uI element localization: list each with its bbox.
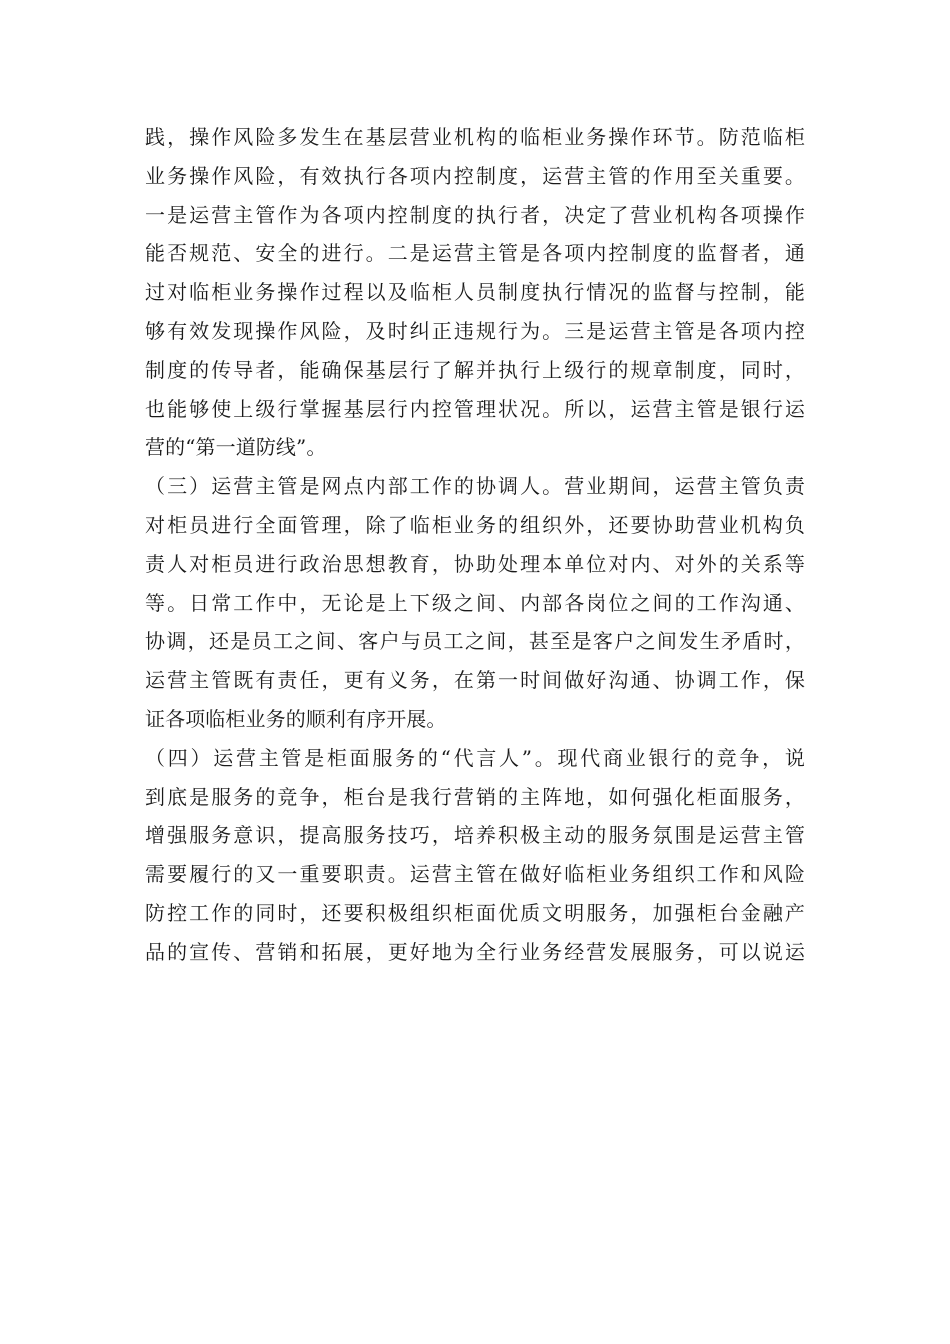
section-heading-line: （三）运营主管是网点内部工作的协调人。营业期间，运营主管负责 <box>145 474 805 499</box>
text-line: 等。日常工作中，无论是上下级之间、内部各岗位之间的工作沟通、 <box>145 590 805 615</box>
text-line: 协调，还是员工之间、客户与员工之间，甚至是客户之间发生矛盾时， <box>145 629 805 654</box>
text-line: 对柜员进行全面管理，除了临柜业务的组织外，还要协助营业机构负 <box>145 512 805 537</box>
text-line: 一是运营主管作为各项内控制度的执行者，决定了营业机构各项操作 <box>145 202 805 227</box>
text-line: 需要履行的又一重要职责。运营主管在做好临柜业务组织工作和风险 <box>145 862 805 887</box>
paragraph-end-line: 证各项临柜业务的顺利有序开展。 <box>145 706 447 731</box>
text-line: 过对临柜业务操作过程以及临柜人员制度执行情况的监督与控制，能 <box>145 280 805 305</box>
text-line: 防控工作的同时，还要积极组织柜面优质文明服务，加强柜台金融产 <box>145 900 805 925</box>
text-line: 业务操作风险，有效执行各项内控制度，运营主管的作用至关重要。 <box>145 163 805 188</box>
section-heading-line: （四）运营主管是柜面服务的“代言人”。现代商业银行的竞争，说 <box>145 745 805 770</box>
text-line: 制度的传导者，能确保基层行了解并执行上级行的规章制度，同时， <box>145 357 805 382</box>
text-line: 责人对柜员进行政治思想教育，协助处理本单位对内、对外的关系等 <box>145 551 805 576</box>
text-line: 也能够使上级行掌握基层行内控管理状况。所以，运营主管是银行运 <box>145 396 805 421</box>
paragraph-end-line: 营的“第一道防线”。 <box>145 435 327 460</box>
body-text <box>145 118 805 972</box>
text-line: 践，操作风险多发生在基层营业机构的临柜业务操作环节。防范临柜 <box>145 125 805 149</box>
text-line: 运营主管既有责任，更有义务，在第一时间做好沟通、协调工作，保 <box>145 668 805 693</box>
text-line: 增强服务意识，提高服务技巧，培养积极主动的服务氛围是运营主管 <box>145 823 805 848</box>
text-line: 到底是服务的竞争，柜台是我行营销的主阵地，如何强化柜面服务， <box>145 784 805 809</box>
text-line: 品的宣传、营销和拓展，更好地为全行业务经营发展服务，可以说运 <box>145 939 805 964</box>
text-line: 够有效发现操作风险，及时纠正违规行为。三是运营主管是各项内控 <box>145 318 805 343</box>
text-line: 能否规范、安全的进行。二是运营主管是各项内控制度的监督者，通 <box>145 241 805 266</box>
